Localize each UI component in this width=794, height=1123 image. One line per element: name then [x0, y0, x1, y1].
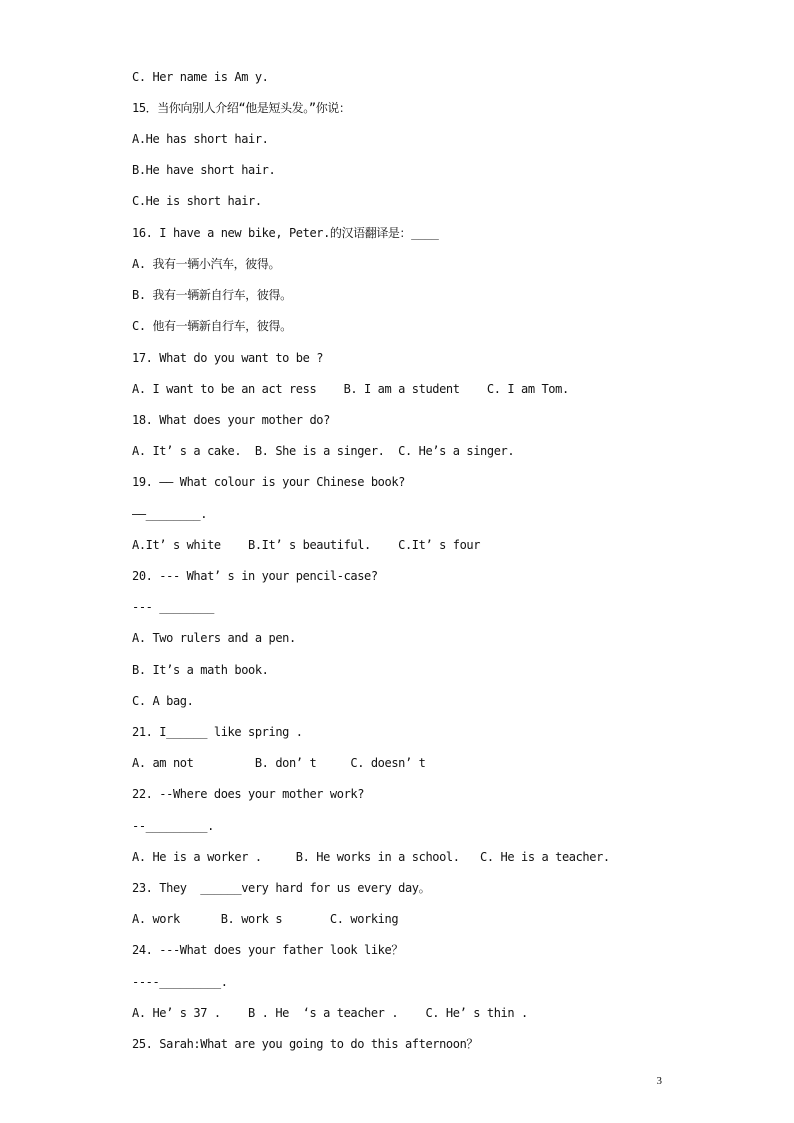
question-line: 15．当你向别人介绍“他是短头发。”你说：	[132, 101, 351, 115]
question-line: A.He has short hair.	[132, 132, 269, 146]
question-line: A.It’ s white B.It’ s beautiful. C.It’ s four	[132, 538, 481, 552]
question-line: A. am not B. don’ t C. doesn’ t	[132, 756, 426, 770]
question-line: C. A bag.	[132, 694, 194, 708]
question-line: A. I want to be an act ress B. I am a student C. I am Tom.	[132, 382, 569, 396]
question-line: ——________.	[132, 507, 208, 521]
question-line: A. Two rulers and a pen.	[132, 631, 296, 645]
question-line: A. He’ s 37 . B . He ‘s a teacher . C. He’ s thin .	[132, 1006, 528, 1020]
page-number: 3	[656, 1075, 662, 1087]
question-line: 16. I have a new bike, Peter.的汉语翻译是：____	[132, 226, 439, 240]
question-line: B.He have short hair.	[132, 163, 276, 177]
question-line: C. 他有一辆新自行车，彼得。	[132, 319, 292, 333]
question-line: C.He is short hair.	[132, 194, 262, 208]
question-line: --_________.	[132, 819, 214, 833]
question-line: 22. --Where does your mother work?	[132, 787, 365, 801]
question-line: A. It’ s a cake. B. She is a singer. C. He’s a singer.	[132, 444, 515, 458]
question-line: 18. What does your mother do?	[132, 413, 330, 427]
question-line: 23. They ______very hard for us every day。	[132, 881, 431, 895]
question-line: A. work B. work s C. working	[132, 912, 399, 926]
question-line: 20. --- What’ s in your pencil-case?	[132, 569, 378, 583]
question-line: C. Her name is Am y.	[132, 70, 269, 84]
question-line: 21. I______ like spring .	[132, 725, 303, 739]
question-line: B. It’s a math book.	[132, 663, 269, 677]
question-line: 24. ---What does your father look like？	[132, 943, 403, 957]
question-line: A. He is a worker . B. He works in a school. C. He is a teacher.	[132, 850, 610, 864]
question-line: A. 我有一辆小汽车，彼得。	[132, 257, 281, 271]
question-line: B. 我有一辆新自行车，彼得。	[132, 288, 292, 302]
question-line: --- ________	[132, 600, 214, 614]
question-line: ----_________.	[132, 975, 228, 989]
question-line: 17. What do you want to be ?	[132, 351, 324, 365]
question-line: 25. Sarah:What are you going to do this afternoon？	[132, 1037, 479, 1051]
question-line: 19. —— What colour is your Chinese book?	[132, 475, 405, 489]
